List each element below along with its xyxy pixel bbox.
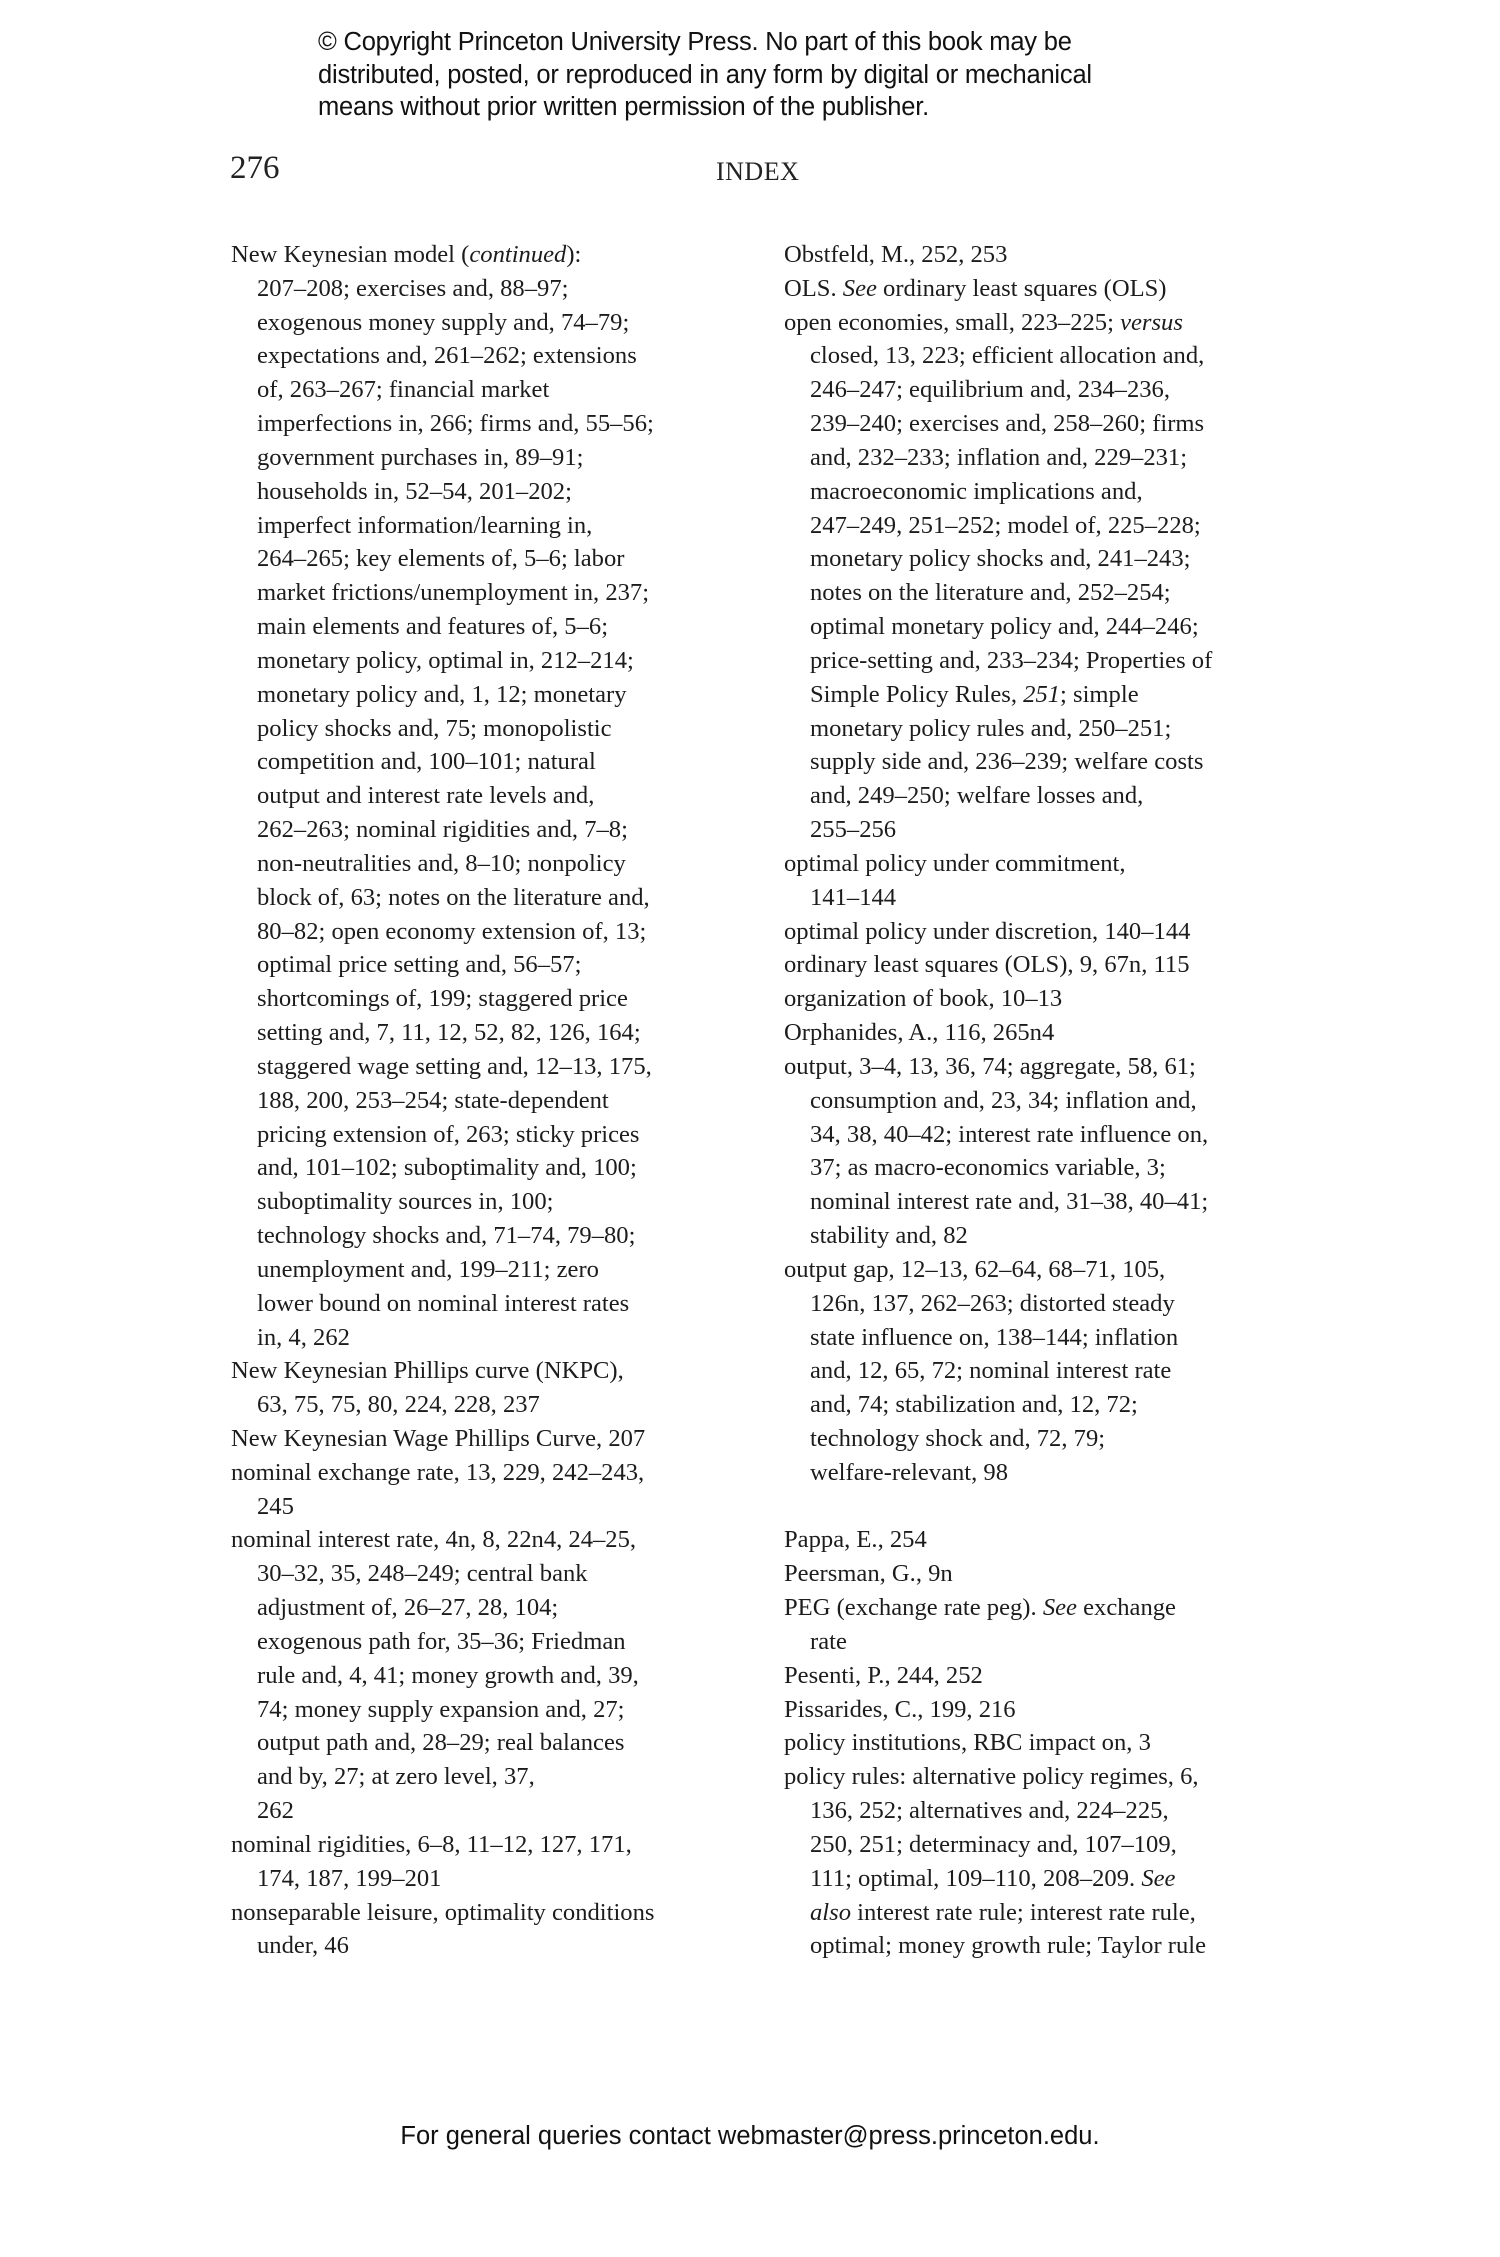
- italic-text: continued: [469, 241, 567, 268]
- index-entry-line: [784, 1557, 1324, 1591]
- index-entry-line: [784, 1050, 1324, 1084]
- entry-text: technology shocks and, 71–74, 79–80;: [257, 1222, 636, 1250]
- entry-text: nominal exchange rate, 13, 229, 242–243,: [231, 1458, 645, 1486]
- index-subentry-line: [784, 1862, 1324, 1896]
- entry-text: 74; money supply expansion and, 27;: [257, 1695, 625, 1723]
- entry-text: staggered wage setting and, 12–13, 175,: [257, 1052, 652, 1080]
- index-subentry-line: [784, 610, 1324, 644]
- entry-text: 239–240; exercises and, 258–260; firms: [810, 410, 1205, 438]
- entry-text: main elements and features of, 5–6;: [257, 613, 609, 641]
- entry-text: rate: [810, 1627, 847, 1655]
- index-subentry-line: [231, 306, 771, 340]
- entry-text: 80–82; open economy extension of, 13;: [257, 917, 647, 945]
- entry-text: and, 74; stabilization and, 12, 72;: [810, 1391, 1138, 1419]
- entry-text: macroeconomic implications and,: [810, 477, 1143, 505]
- entry-text: and, 12, 65, 72; nominal interest rate: [810, 1357, 1172, 1385]
- index-subentry-line: [784, 1456, 1324, 1490]
- index-subentry-line: [231, 1557, 771, 1591]
- index-subentry-line: [231, 339, 771, 373]
- entry-text: output gap, 12–13, 62–64, 68–71, 105,: [784, 1255, 1166, 1283]
- entry-text: under, 46: [257, 1932, 349, 1960]
- index-subentry-line: [231, 1862, 771, 1896]
- entry-text: and by, 27; at zero level, 37,: [257, 1763, 535, 1791]
- index-subentry-line: [784, 1084, 1324, 1118]
- entry-text: 63, 75, 75, 80, 224, 228, 237: [257, 1391, 540, 1419]
- entry-text: 262: [257, 1797, 294, 1825]
- index-subentry-line: [784, 509, 1324, 543]
- index-subentry-line: [231, 678, 771, 712]
- index-subentry-line: [231, 1050, 771, 1084]
- index-subentry-line: [231, 712, 771, 746]
- entry-text: and, 101–102; suboptimality and, 100;: [257, 1154, 637, 1182]
- index-subentry-line: [784, 1828, 1324, 1862]
- index-entry-line: [784, 948, 1324, 982]
- index-subentry-line: [231, 509, 771, 543]
- entry-text: supply side and, 236–239; welfare costs: [810, 748, 1204, 776]
- entry-text: 111; optimal, 109–110, 208–209.: [810, 1864, 1142, 1892]
- entry-text: government purchases in, 89–91;: [257, 443, 584, 471]
- index-subentry-line: [784, 1151, 1324, 1185]
- index-subentry-line: [231, 813, 771, 847]
- entry-text: state influence on, 138–144; inflation: [810, 1323, 1179, 1351]
- entry-text: block of, 63; notes on the literature and,: [257, 883, 650, 911]
- index-subentry-line: [231, 847, 771, 881]
- entry-text: output, 3–4, 13, 36, 74; aggregate, 58, 61;: [784, 1052, 1196, 1080]
- index-subentry-line: [784, 339, 1324, 373]
- copyright-line: means without prior written permission of the publisher.: [318, 93, 930, 121]
- index-subentry-line: [231, 373, 771, 407]
- index-subentry-line: [784, 1625, 1324, 1659]
- entry-text: Obstfeld, M., 252, 253: [784, 241, 1008, 268]
- index-subentry-line: [231, 1760, 771, 1794]
- index-subentry-line: [784, 779, 1324, 813]
- index-subentry-line: [231, 1084, 771, 1118]
- entry-text: 174, 187, 199–201: [257, 1864, 442, 1892]
- entry-text: imperfect information/learning in,: [257, 511, 593, 539]
- entry-text: 141–144: [810, 883, 897, 911]
- index-subentry-line: [784, 441, 1324, 475]
- index-subentry-line: [784, 1219, 1324, 1253]
- entry-text: in, 4, 262: [257, 1323, 350, 1351]
- index-subentry-line: [784, 576, 1324, 610]
- entry-text: organization of book, 10–13: [784, 985, 1063, 1013]
- entry-text: adjustment of, 26–27, 28, 104;: [257, 1594, 559, 1622]
- index-subentry-line: [784, 542, 1324, 576]
- entry-text: ):: [566, 241, 582, 268]
- entry-text: ; simple: [1060, 680, 1139, 708]
- entry-text: optimal; money growth rule; Taylor rule: [810, 1932, 1207, 1960]
- entry-text: 250, 251; determinacy and, 107–109,: [810, 1830, 1177, 1858]
- index-subentry-line: [784, 1794, 1324, 1828]
- entry-text: shortcomings of, 199; staggered price: [257, 985, 628, 1013]
- index-subentry-line: [231, 1388, 771, 1422]
- copyright-line: © Copyright Princeton University Press. No part of this book may be: [318, 28, 1072, 56]
- entry-text: optimal policy under discretion, 140–144: [784, 917, 1191, 945]
- index-subentry-line: [784, 881, 1324, 915]
- italic-text: See: [1042, 1594, 1077, 1622]
- index-entry-line: [231, 238, 771, 272]
- index-subentry-line: [231, 1185, 771, 1219]
- copyright-line: distributed, posted, or reproduced in any form by digital or mechanical: [318, 60, 1092, 89]
- index-column-right: [784, 238, 1324, 1963]
- running-head: [0, 148, 1500, 192]
- index-subentry-line: [784, 407, 1324, 441]
- entry-text: market frictions/unemployment in, 237;: [257, 579, 650, 607]
- index-subentry-line: [784, 1422, 1324, 1456]
- entry-text: nominal interest rate and, 31–38, 40–41;: [810, 1188, 1209, 1216]
- footer-contact: For general queries contact webmaster@press.princeton.edu.: [400, 2122, 1100, 2150]
- entry-text: consumption and, 23, 34; inflation and,: [810, 1086, 1197, 1114]
- entry-text: lower bound on nominal interest rates: [257, 1289, 630, 1317]
- index-entry-line: [784, 847, 1324, 881]
- index-subentry-line: [784, 1388, 1324, 1422]
- index-subentry-line: [231, 475, 771, 509]
- entry-text: Simple Policy Rules,: [810, 680, 1024, 708]
- index-subentry-line: [784, 1896, 1324, 1930]
- index-subentry-line: [231, 948, 771, 982]
- page-number: 276: [230, 150, 280, 186]
- index-subentry-line: [784, 745, 1324, 779]
- entry-text: monetary policy, optimal in, 212–214;: [257, 646, 634, 674]
- entry-text: welfare-relevant, 98: [810, 1458, 1008, 1486]
- entry-text: unemployment and, 199–211; zero: [257, 1255, 599, 1283]
- index-subentry-line: [231, 881, 771, 915]
- index-entry-line: [784, 1253, 1324, 1287]
- entry-text: 247–249, 251–252; model of, 225–228;: [810, 511, 1201, 539]
- index-entry-line: [231, 1828, 771, 1862]
- index-subentry-line: [784, 1118, 1324, 1152]
- index-entry-line: [784, 1523, 1324, 1557]
- entry-text: monetary policy shocks and, 241–243;: [810, 545, 1191, 573]
- index-subentry-line: [231, 1016, 771, 1050]
- index-entry-line: [784, 1726, 1324, 1760]
- italic-text: versus: [1120, 308, 1183, 336]
- index-subentry-line: [784, 373, 1324, 407]
- index-subentry-line: [231, 1929, 771, 1963]
- entry-text: Pesenti, P., 244, 252: [784, 1661, 983, 1689]
- index-subentry-line: [231, 441, 771, 475]
- entry-text: OLS.: [784, 274, 843, 302]
- index-column-left: [231, 238, 771, 1963]
- entry-text: 37; as macro-economics variable, 3;: [810, 1154, 1166, 1182]
- entry-text: and, 232–233; inflation and, 229–231;: [810, 443, 1188, 471]
- index-subentry-line: [231, 407, 771, 441]
- index-subentry-line: [231, 1625, 771, 1659]
- index-subentry-line: [784, 678, 1324, 712]
- entry-text: 34, 38, 40–42; interest rate influence on,: [810, 1120, 1209, 1148]
- index-subentry-line: [784, 1321, 1324, 1355]
- entry-text: PEG (exchange rate peg).: [784, 1594, 1043, 1622]
- entry-text: monetary policy rules and, 250–251;: [810, 714, 1172, 742]
- entry-text: and, 249–250; welfare losses and,: [810, 782, 1144, 810]
- section-title: INDEX: [716, 157, 800, 186]
- index-subentry-line: [231, 779, 771, 813]
- index-subentry-line: [784, 475, 1324, 509]
- entry-text: 126n, 137, 262–263; distorted steady: [810, 1289, 1175, 1317]
- index-subentry-line: [231, 1219, 771, 1253]
- entry-text: policy institutions, RBC impact on, 3: [784, 1729, 1151, 1757]
- blank-line: [784, 1490, 1324, 1524]
- index-subentry-line: [231, 1287, 771, 1321]
- entry-text: Peersman, G., 9n: [784, 1560, 953, 1588]
- entry-text: New Keynesian Phillips curve (NKPC),: [231, 1357, 624, 1385]
- index-subentry-line: [231, 1151, 771, 1185]
- entry-text: rule and, 4, 41; money growth and, 39,: [257, 1661, 639, 1689]
- index-entry-line: [784, 1760, 1324, 1794]
- entry-text: policy rules: alternative policy regimes, 6,: [784, 1763, 1199, 1791]
- index-subentry-line: [784, 1929, 1324, 1963]
- entry-text: monetary policy and, 1, 12; monetary: [257, 680, 627, 708]
- index-subentry-line: [784, 1354, 1324, 1388]
- entry-text: 30–32, 35, 248–249; central bank: [257, 1560, 588, 1588]
- index-subentry-line: [231, 644, 771, 678]
- index-entry-line: [231, 1456, 771, 1490]
- entry-text: imperfections in, 266; firms and, 55–56;: [257, 410, 654, 438]
- index-entry-line: [784, 982, 1324, 1016]
- entry-text: 246–247; equilibrium and, 234–236,: [810, 376, 1170, 404]
- index-entry-line: [784, 1591, 1324, 1625]
- entry-text: output and interest rate levels and,: [257, 782, 595, 810]
- entry-text: open economies, small, 223–225;: [784, 308, 1121, 336]
- index-subentry-line: [231, 1591, 771, 1625]
- entry-text: competition and, 100–101; natural: [257, 748, 596, 776]
- entry-text: ordinary least squares (OLS): [876, 274, 1167, 302]
- entry-text: nominal rigidities, 6–8, 11–12, 127, 171,: [231, 1830, 632, 1858]
- entry-text: Orphanides, A., 116, 265n4: [784, 1019, 1055, 1047]
- entry-text: 264–265; key elements of, 5–6; labor: [257, 545, 625, 573]
- entry-text: Pappa, E., 254: [784, 1526, 927, 1554]
- entry-text: setting and, 7, 11, 12, 52, 82, 126, 164;: [257, 1019, 641, 1047]
- index-subentry-line: [784, 813, 1324, 847]
- entry-text: optimal policy under commitment,: [784, 849, 1126, 877]
- index-subentry-line: [231, 745, 771, 779]
- entry-text: optimal monetary policy and, 244–246;: [810, 613, 1199, 641]
- index-subentry-line: [231, 1659, 771, 1693]
- index-subentry-line: [784, 712, 1324, 746]
- entry-text: 245: [257, 1492, 294, 1520]
- entry-text: New Keynesian model (: [231, 241, 470, 268]
- entry-text: exogenous money supply and, 74–79;: [257, 308, 630, 336]
- entry-text: nominal interest rate, 4n, 8, 22n4, 24–25,: [231, 1526, 637, 1554]
- entry-text: 207–208; exercises and, 88–97;: [257, 274, 569, 302]
- entry-text: interest rate rule; interest rate rule,: [851, 1898, 1196, 1926]
- entry-text: stability and, 82: [810, 1222, 968, 1250]
- index-subentry-line: [231, 982, 771, 1016]
- entry-text: Pissarides, C., 199, 216: [784, 1695, 1016, 1723]
- entry-text: New Keynesian Wage Phillips Curve, 207: [231, 1424, 646, 1452]
- entry-text: pricing extension of, 263; sticky prices: [257, 1120, 640, 1148]
- index-entry-line: [784, 238, 1324, 272]
- entry-text: output path and, 28–29; real balances: [257, 1729, 625, 1757]
- entry-text: technology shock and, 72, 79;: [810, 1424, 1106, 1452]
- index-subentry-line: [231, 272, 771, 306]
- entry-text: exogenous path for, 35–36; Friedman: [257, 1627, 626, 1655]
- index-entry-line: [784, 272, 1324, 306]
- index-subentry-line: [231, 1253, 771, 1287]
- index-entry-line: [784, 306, 1324, 340]
- entry-text: households in, 52–54, 201–202;: [257, 477, 572, 505]
- index-subentry-line: [231, 542, 771, 576]
- index-subentry-line: [231, 1490, 771, 1524]
- index-subentry-line: [231, 1693, 771, 1727]
- entry-text: 262–263; nominal rigidities and, 7–8;: [257, 816, 628, 844]
- entry-text: exchange: [1076, 1594, 1176, 1622]
- entry-text: closed, 13, 223; efficient allocation and,: [810, 342, 1205, 370]
- entry-text: price-setting and, 233–234; Properties of: [810, 646, 1213, 674]
- index-subentry-line: [784, 1287, 1324, 1321]
- entry-text: notes on the literature and, 252–254;: [810, 579, 1171, 607]
- entry-text: of, 263–267; financial market: [257, 376, 550, 404]
- index-entry-line: [231, 1422, 771, 1456]
- index-entry-line: [784, 915, 1324, 949]
- index-entry-line: [784, 1693, 1324, 1727]
- index-subentry-line: [231, 1794, 771, 1828]
- index-subentry-line: [231, 576, 771, 610]
- italic-text: See: [1141, 1864, 1176, 1892]
- entry-text: expectations and, 261–262; extensions: [257, 342, 637, 370]
- index-subentry-line: [784, 644, 1324, 678]
- index-subentry-line: [231, 610, 771, 644]
- index-entry-line: [784, 1659, 1324, 1693]
- entry-text: suboptimality sources in, 100;: [257, 1188, 554, 1216]
- italic-text: also: [810, 1898, 851, 1926]
- italic-text: See: [842, 274, 877, 302]
- index-subentry-line: [231, 1726, 771, 1760]
- index-entry-line: [231, 1896, 771, 1930]
- copyright-notice: [318, 26, 1218, 124]
- entry-text: 255–256: [810, 816, 897, 844]
- entry-text: non-neutralities and, 8–10; nonpolicy: [257, 849, 626, 877]
- index-subentry-line: [231, 1321, 771, 1355]
- italic-text: 251: [1023, 680, 1061, 708]
- index-subentry-line: [784, 1185, 1324, 1219]
- entry-text: optimal price setting and, 56–57;: [257, 951, 582, 979]
- index-subentry-line: [231, 1118, 771, 1152]
- entry-text: 136, 252; alternatives and, 224–225,: [810, 1797, 1169, 1825]
- entry-text: policy shocks and, 75; monopolistic: [257, 714, 612, 742]
- index-entry-line: [784, 1016, 1324, 1050]
- index-entry-line: [231, 1354, 771, 1388]
- entry-text: ordinary least squares (OLS), 9, 67n, 115: [784, 951, 1190, 979]
- entry-text: 188, 200, 253–254; state-dependent: [257, 1086, 609, 1114]
- index-entry-line: [231, 1523, 771, 1557]
- index-subentry-line: [231, 915, 771, 949]
- entry-text: nonseparable leisure, optimality conditions: [231, 1898, 655, 1926]
